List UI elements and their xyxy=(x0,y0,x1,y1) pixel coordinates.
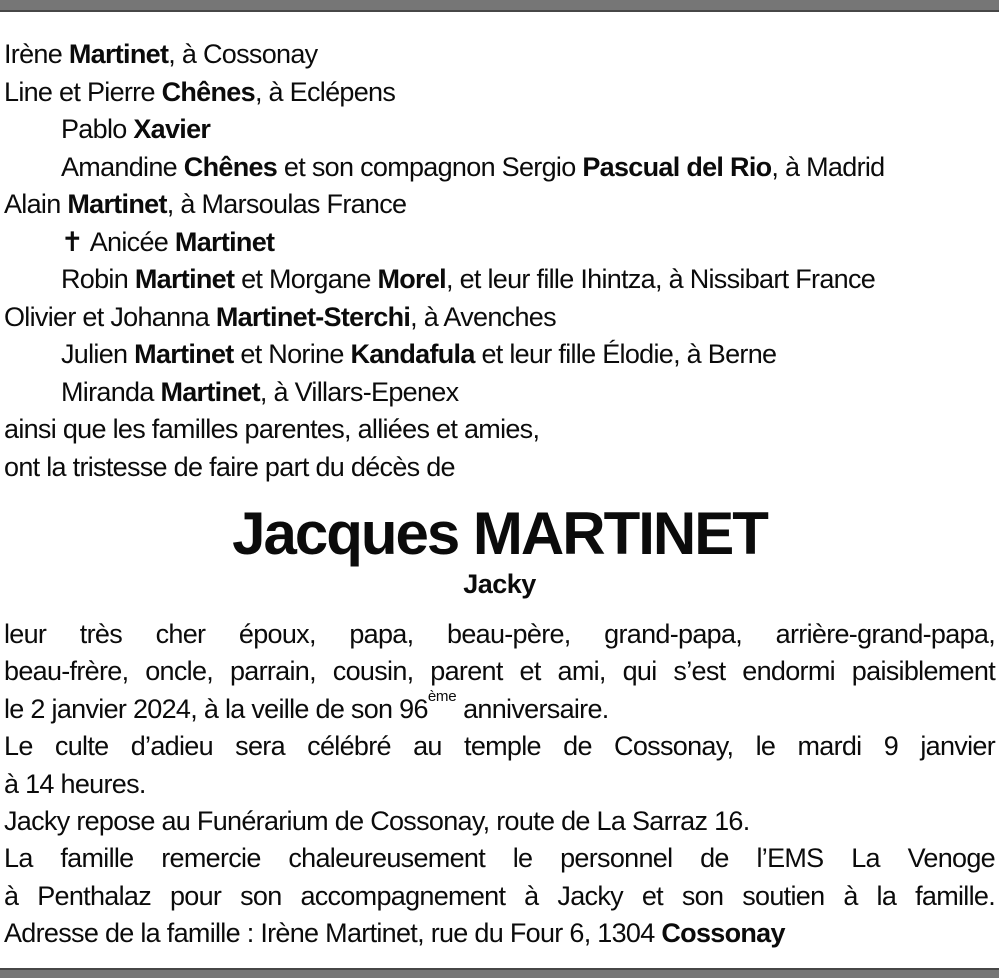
body-line xyxy=(4,766,995,803)
text-segment: Robin xyxy=(61,264,135,294)
text-segment: anniversaire. xyxy=(456,693,609,724)
text-segment: à 14 heures. xyxy=(4,768,146,799)
family-line xyxy=(4,299,995,337)
text-segment: Martinet-Sterchi xyxy=(215,301,411,332)
bottom-border-bar xyxy=(0,968,999,978)
text-segment: et Norine xyxy=(233,339,351,369)
text-segment: Alain xyxy=(4,189,68,219)
family-line xyxy=(4,224,995,262)
body-line xyxy=(4,878,995,915)
deceased-name: Jacques MARTINET xyxy=(232,500,767,567)
text-segment: Xavier xyxy=(133,114,211,144)
family-line xyxy=(4,186,995,224)
text-segment: le 2 janvier 2024, à la veille de son 96 xyxy=(4,693,428,724)
text-segment: Martinet xyxy=(134,264,235,294)
body-line xyxy=(4,915,995,952)
text-segment: , à Marsoulas France xyxy=(166,189,407,219)
text-segment: La famille remercie chaleureusement le personnel de l’EMS La Venoge xyxy=(4,843,995,874)
text-segment: ainsi que les familles parentes, alliées et amies, xyxy=(4,414,540,444)
text-segment: et Morgane xyxy=(234,264,378,294)
text-segment: Miranda xyxy=(61,376,161,407)
body-line xyxy=(4,687,995,728)
text-segment: ème xyxy=(427,687,457,705)
text-segment: Martinet xyxy=(68,39,169,69)
text-segment: Chênes xyxy=(183,151,278,182)
family-list xyxy=(4,36,995,486)
text-segment: Le culte d’adieu sera célébré au temple de Cossonay, le mardi 9 janvier xyxy=(4,731,995,762)
family-line xyxy=(4,374,995,412)
top-border-bar xyxy=(0,0,999,12)
text-segment: Martinet xyxy=(160,376,260,407)
text-segment: , à Madrid xyxy=(771,151,885,182)
family-line xyxy=(4,411,995,449)
text-segment: , à Avenches xyxy=(410,301,556,332)
body-line xyxy=(4,653,995,690)
text-segment: Chênes xyxy=(161,76,255,107)
text-segment: Line et Pierre xyxy=(4,76,162,107)
text-segment: Martinet xyxy=(174,226,275,257)
text-segment: Martinet xyxy=(134,339,234,369)
family-line xyxy=(4,74,995,112)
family-line xyxy=(4,36,995,74)
text-segment: Anicée xyxy=(89,226,175,257)
text-segment: , et leur fille Ihintza, à Nissibart France xyxy=(445,264,876,294)
text-segment: ont la tristesse de faire part du décès de xyxy=(4,451,455,482)
text-segment: leur très cher époux, papa, beau-père, grand-papa, arrière-grand-papa, xyxy=(4,619,995,649)
text-segment: Adresse de la famille : Irène Martinet, rue du Four 6, 1304 xyxy=(4,918,662,949)
text-segment: Cossonay xyxy=(661,918,785,949)
family-line xyxy=(4,336,995,374)
text-segment: à Penthalaz pour son accompagnement à Jacky et son soutien à la famille. xyxy=(4,880,995,911)
text-segment: et son compagnon Sergio xyxy=(277,151,583,182)
text-segment: , à Eclépens xyxy=(254,76,396,107)
family-line xyxy=(4,449,995,487)
text-segment: Morel xyxy=(377,264,446,294)
text-segment: ✝ xyxy=(61,226,90,257)
text-segment: Amandine xyxy=(61,151,184,182)
text-segment: Kandafula xyxy=(350,339,475,369)
text-segment: , à Cossonay xyxy=(168,39,318,69)
text-segment: Pascual del Rio xyxy=(582,151,772,182)
text-segment: Jacky repose au Funérarium de Cossonay, route de La Sarraz 16. xyxy=(4,806,750,837)
text-segment: Irène xyxy=(4,39,69,69)
text-segment: Olivier et Johanna xyxy=(4,301,216,332)
notice-content xyxy=(0,12,999,953)
body-line xyxy=(4,616,995,653)
text-segment: beau-frère, oncle, parrain, cousin, parent et ami, qui s’est endormi paisiblement xyxy=(4,656,995,687)
text-segment: et leur fille Élodie, à Berne xyxy=(474,339,777,369)
text-segment: , à Villars-Epenex xyxy=(259,376,459,407)
family-line xyxy=(4,111,995,149)
text-segment: Martinet xyxy=(67,189,167,219)
body-line xyxy=(4,728,995,765)
text-segment: Pablo xyxy=(61,114,134,144)
body-line xyxy=(4,840,995,877)
deceased-nickname: Jacky xyxy=(463,569,536,599)
text-segment: Julien xyxy=(61,339,135,369)
notice-body xyxy=(4,616,995,953)
body-line xyxy=(4,803,995,840)
family-line xyxy=(4,149,995,187)
family-line xyxy=(4,261,995,299)
